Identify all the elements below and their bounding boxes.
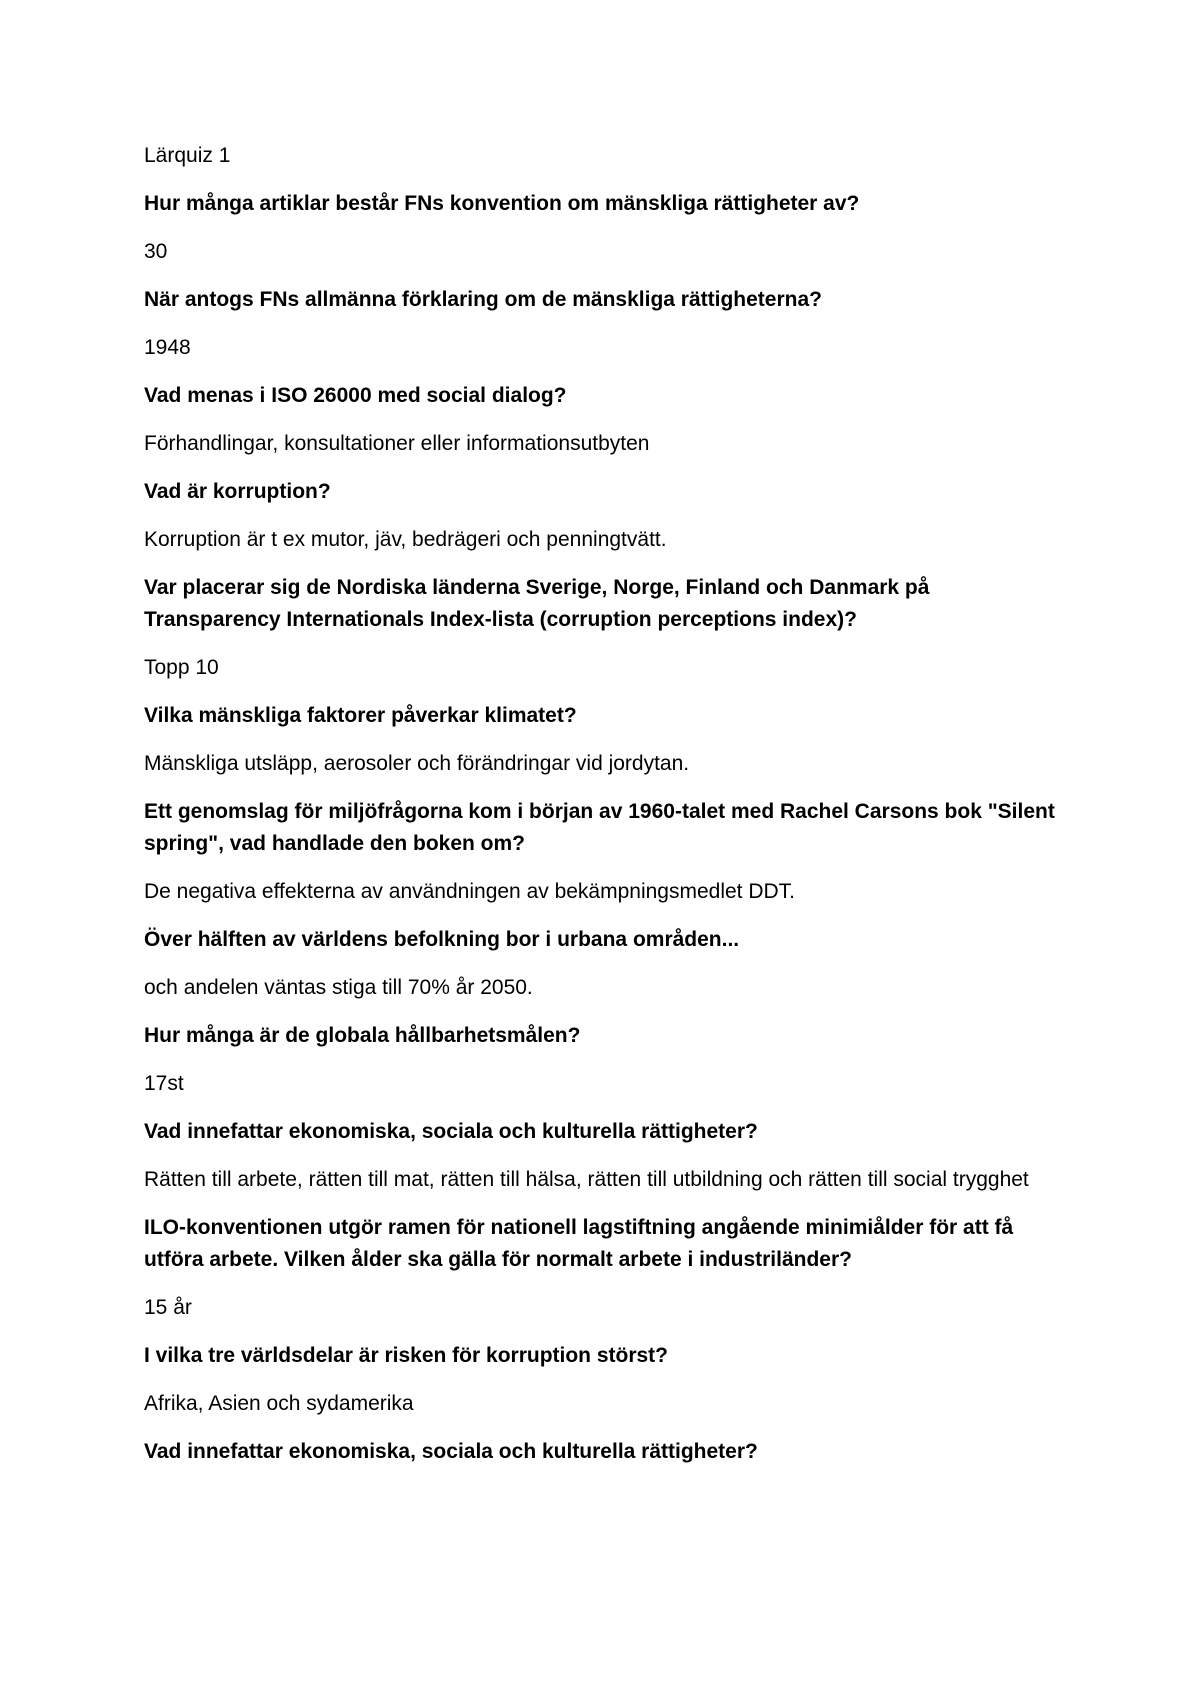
answer-7: De negativa effekterna av användningen av bekämpningsmedlet DDT. [144,880,796,903]
answer-12: Afrika, Asien och sydamerika [144,1392,414,1415]
question-10: Vad innefattar ekonomiska, sociala och kulturella rättigheter? [144,1120,758,1143]
answer-3: Förhandlingar, konsultationer eller informationsutbyten [144,432,650,455]
answer-1: 30 [144,240,168,263]
answer-5: Topp 10 [144,656,219,679]
question-5: Var placerar sig de Nordiska länderna Sverige, Norge, Finland och Danmark på Transparency Internationals Index-lista (corruption perceptions index)? [144,576,930,631]
question-1: Hur många artiklar består FNs konvention om mänskliga rättigheter av? [144,192,860,215]
question-9: Hur många är de globala hållbarhetsmålen? [144,1024,581,1047]
question-4: Vad är korruption? [144,480,331,503]
question-7: Ett genomslag för miljöfrågorna kom i början av 1960-talet med Rachel Carsons bok "Silent spring", vad handlade den boken om? [144,800,1055,855]
question-3: Vad menas i ISO 26000 med social dialog? [144,384,567,407]
question-2: När antogs FNs allmänna förklaring om de mänskliga rättigheterna? [144,288,822,311]
question-13: Vad innefattar ekonomiska, sociala och kulturella rättigheter? [144,1440,758,1463]
question-11: ILO-konventionen utgör ramen för nationell lagstiftning angående minimiålder för att få utföra arbete. Vilken ålder ska gälla för normalt arbete i industriländer? [144,1216,1014,1271]
answer-6: Mänskliga utsläpp, aerosoler och förändringar vid jordytan. [144,752,690,775]
answer-4: Korruption är t ex mutor, jäv, bedrägeri och penningtvätt. [144,528,667,551]
answer-2: 1948 [144,336,191,359]
question-12: I vilka tre världsdelar är risken för korruption störst? [144,1344,669,1367]
answer-9: 17st [144,1072,184,1095]
answer-11: 15 år [144,1296,192,1319]
answer-10: Rätten till arbete, rätten till mat, rätten till hälsa, rätten till utbildning och rätten till social trygghet [144,1168,1029,1191]
question-8: Över hälften av världens befolkning bor i urbana områden... [144,928,740,951]
question-6: Vilka mänskliga faktorer påverkar klimatet? [144,704,577,727]
answer-8: och andelen väntas stiga till 70% år 2050. [144,976,533,999]
document-page [144,140,1064,1484]
document-title: Lärquiz 1 [144,144,231,167]
